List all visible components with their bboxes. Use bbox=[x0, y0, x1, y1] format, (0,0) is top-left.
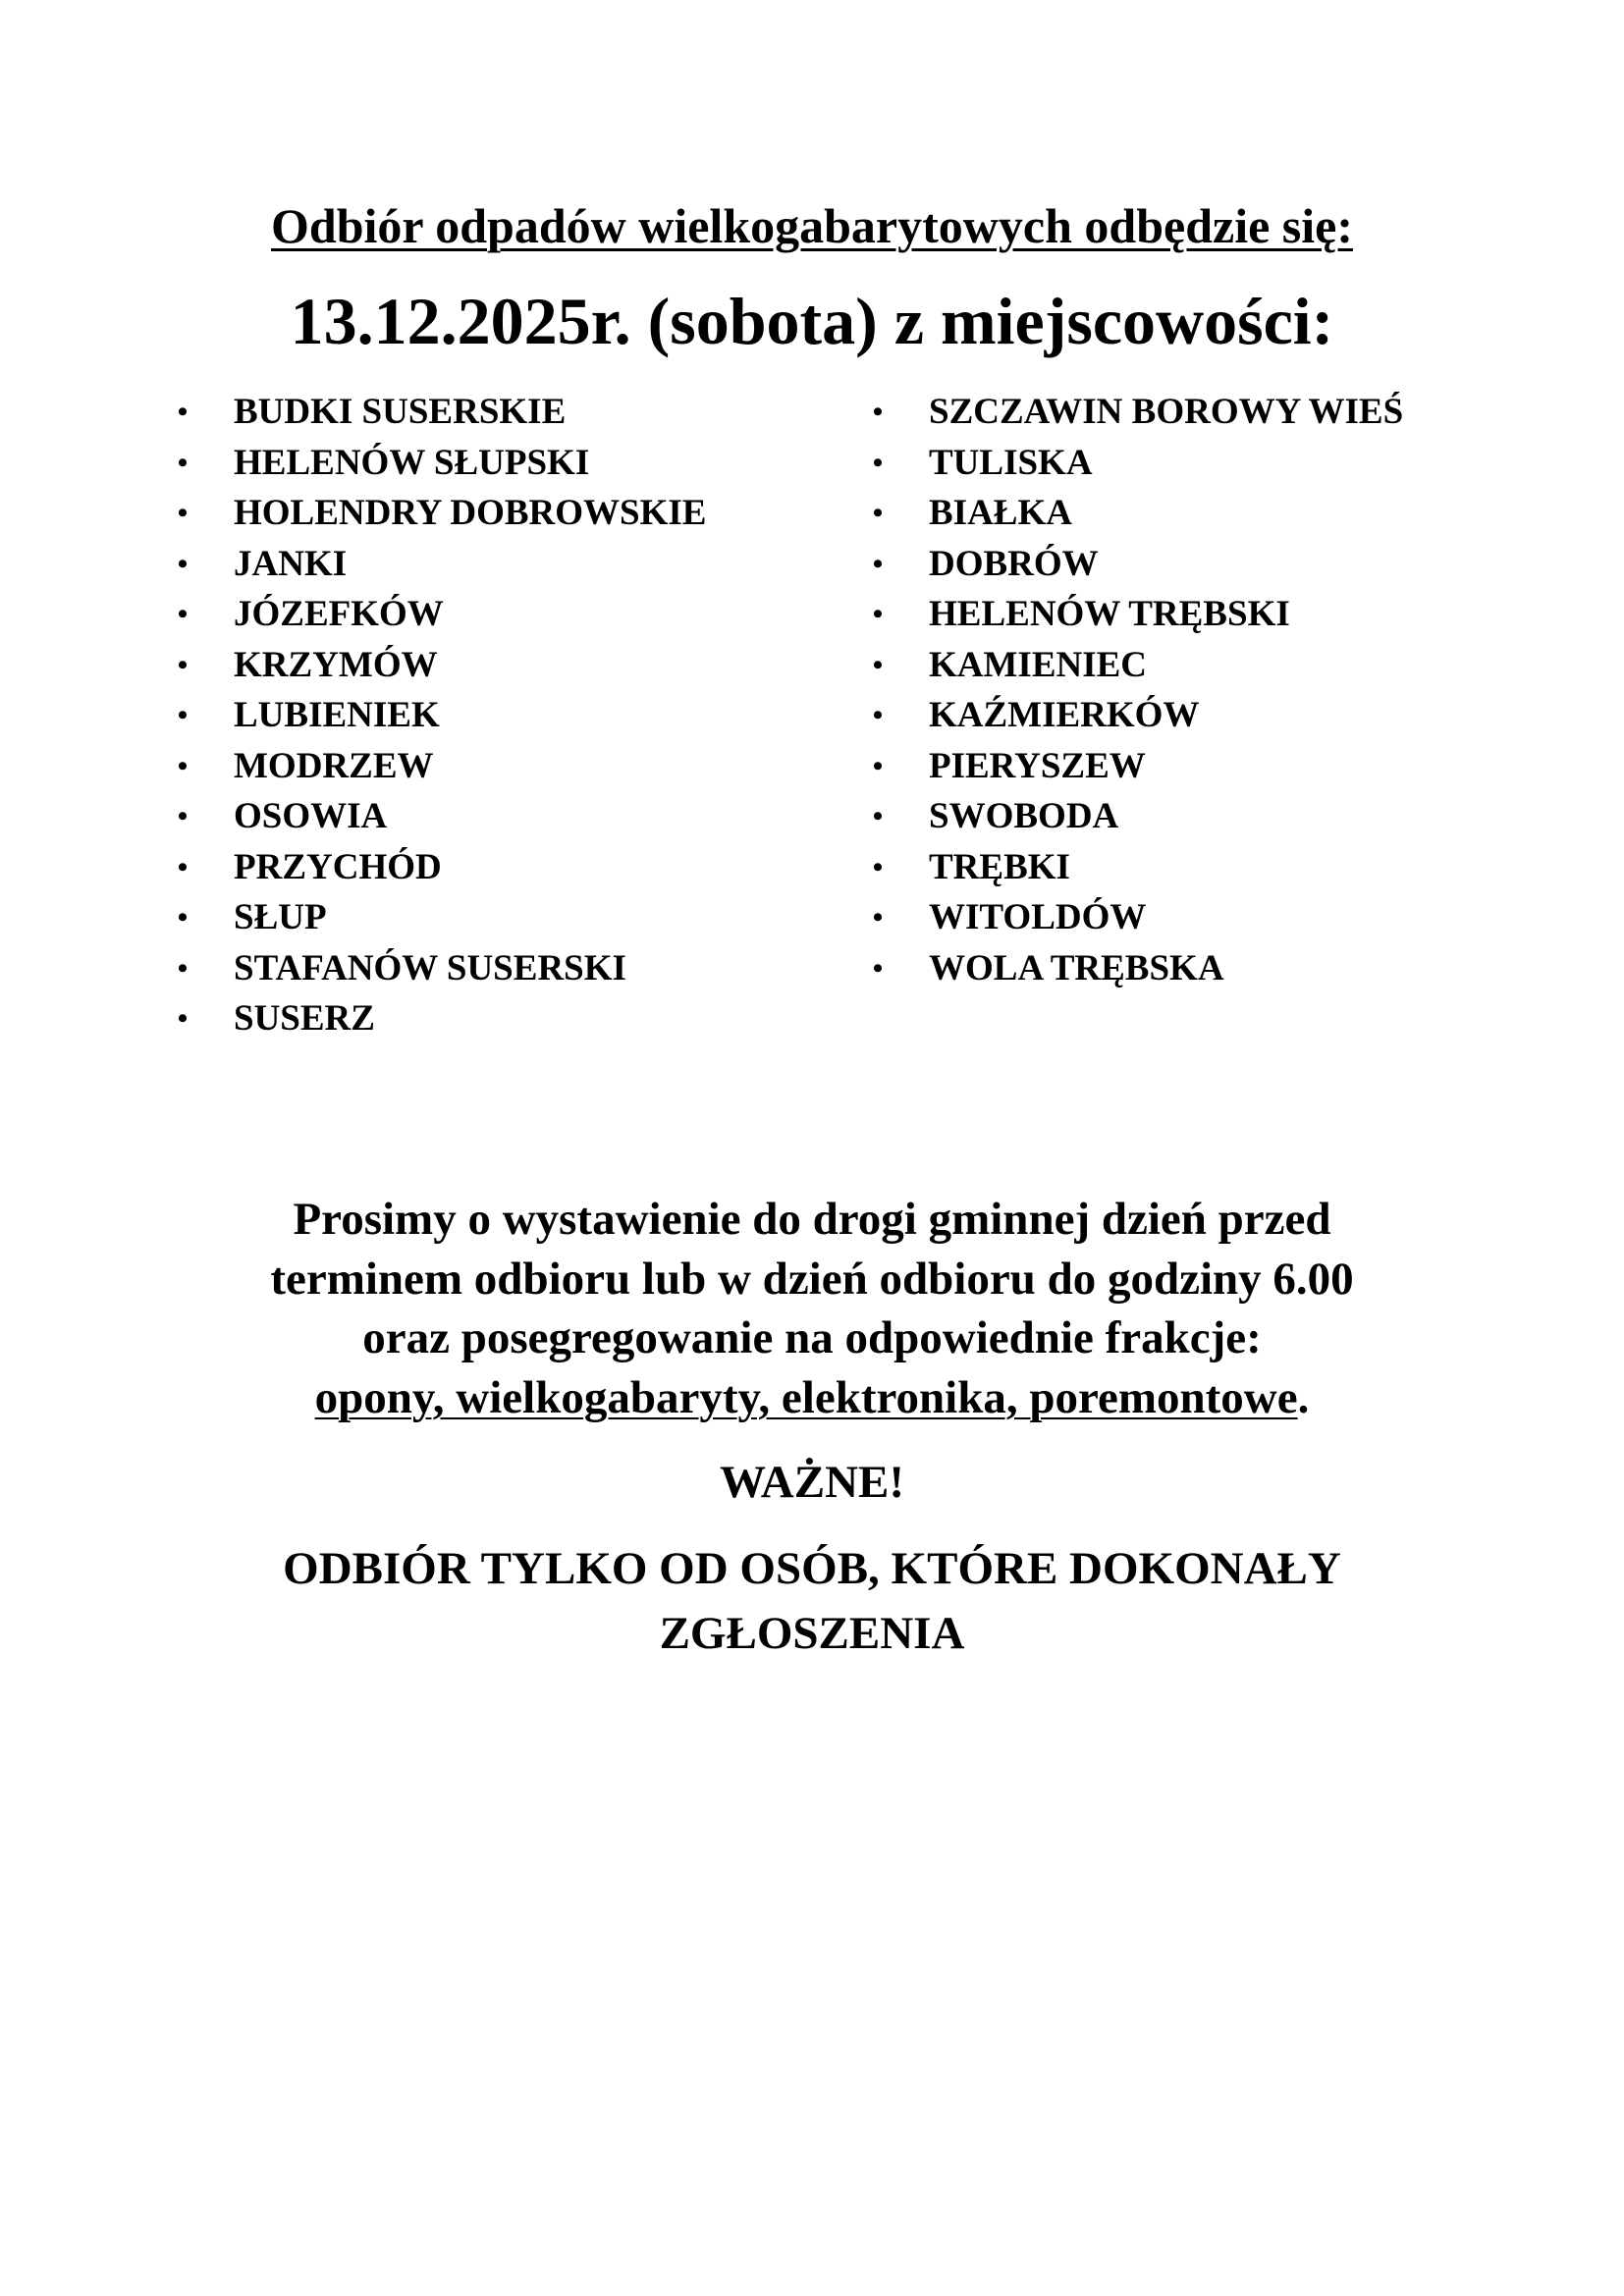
locality-item bbox=[868, 690, 1403, 741]
locality-item bbox=[868, 943, 1403, 994]
bullet-icon: • bbox=[872, 951, 884, 985]
bullet-icon: • bbox=[177, 1002, 189, 1035]
instructions-line: oraz posegregowanie na odpowiednie frakcje: bbox=[362, 1312, 1262, 1363]
locality-name: LUBIENIEK bbox=[234, 695, 440, 735]
locality-name: KAMIENIEC bbox=[929, 644, 1148, 685]
locality-item bbox=[173, 741, 707, 792]
locality-name: SUSERZ bbox=[234, 998, 375, 1039]
locality-name: HOLENDRY DOBROWSKIE bbox=[234, 493, 707, 533]
locality-name: KRZYMÓW bbox=[234, 644, 438, 685]
locality-item bbox=[868, 488, 1403, 539]
bullet-icon: • bbox=[177, 598, 189, 630]
bullet-icon: • bbox=[177, 396, 189, 428]
bullet-icon: • bbox=[177, 446, 189, 479]
bullet-icon: • bbox=[872, 497, 884, 529]
bullet-icon: • bbox=[177, 648, 189, 681]
locality-item bbox=[173, 438, 707, 489]
locality-name: SZCZAWIN BOROWY WIEŚ bbox=[929, 392, 1404, 432]
locality-item bbox=[868, 892, 1403, 943]
locality-name: PRZYCHÓD bbox=[234, 846, 442, 887]
bullet-icon: • bbox=[872, 901, 884, 934]
locality-name: JANKI bbox=[234, 543, 348, 584]
instructions-line: terminem odbioru lub w dzień odbioru do godziny 6.00 bbox=[270, 1253, 1354, 1305]
locality-name: TRĘBKI bbox=[929, 846, 1070, 887]
locality-name: KAŹMIERKÓW bbox=[929, 695, 1200, 735]
bullet-icon: • bbox=[872, 598, 884, 630]
bullet-icon: • bbox=[872, 850, 884, 883]
final-notice bbox=[0, 1536, 1624, 1666]
bullet-icon: • bbox=[872, 648, 884, 681]
localities-list-right bbox=[868, 387, 1403, 993]
locality-item bbox=[173, 640, 707, 691]
locality-name: HELENÓW SŁUPSKI bbox=[234, 442, 590, 483]
final-notice-line: ZGŁOSZENIA bbox=[659, 1608, 965, 1659]
locality-item bbox=[868, 791, 1403, 842]
bullet-icon: • bbox=[872, 547, 884, 580]
instructions-line: Prosimy o wystawienie do drogi gminnej dzień przed bbox=[293, 1194, 1331, 1245]
locality-item bbox=[868, 842, 1403, 893]
locality-name: MODRZEW bbox=[234, 745, 434, 786]
page-title: Odbiór odpadów wielkogabarytowych odbędzie się: bbox=[271, 198, 1353, 253]
bullet-icon: • bbox=[872, 749, 884, 782]
locality-name: DOBRÓW bbox=[929, 543, 1099, 584]
important-label: WAŻNE! bbox=[719, 1457, 905, 1508]
instructions-paragraph bbox=[0, 1190, 1624, 1427]
locality-item bbox=[173, 943, 707, 994]
locality-item bbox=[173, 387, 707, 438]
locality-name: BUDKI SUSERSKIE bbox=[234, 392, 567, 432]
locality-name: SŁUP bbox=[234, 897, 327, 937]
date-heading: 13.12.2025r. (sobota) z miejscowości: bbox=[290, 284, 1334, 358]
locality-name: WITOLDÓW bbox=[929, 897, 1147, 937]
final-notice-line: ODBIÓR TYLKO OD OSÓB, KTÓRE DOKONAŁY bbox=[283, 1543, 1341, 1594]
locality-item bbox=[868, 741, 1403, 792]
localities-list-left bbox=[173, 387, 707, 1044]
locality-name: SWOBODA bbox=[929, 796, 1119, 836]
locality-item bbox=[868, 640, 1403, 691]
bullet-icon: • bbox=[177, 901, 189, 934]
locality-name: STAFANÓW SUSERSKI bbox=[234, 947, 626, 988]
locality-item bbox=[868, 387, 1403, 438]
locality-item bbox=[173, 993, 707, 1044]
locality-item bbox=[868, 438, 1403, 489]
bullet-icon: • bbox=[872, 446, 884, 479]
bullet-icon: • bbox=[177, 951, 189, 985]
locality-item bbox=[868, 539, 1403, 590]
locality-item bbox=[868, 589, 1403, 640]
locality-item bbox=[173, 892, 707, 943]
locality-name: PIERYSZEW bbox=[929, 745, 1146, 786]
bullet-icon: • bbox=[177, 497, 189, 529]
waste-fractions: opony, wielkogabaryty, elektronika, poremontowe bbox=[314, 1371, 1298, 1423]
fractions-period: . bbox=[1297, 1371, 1310, 1423]
bullet-icon: • bbox=[177, 850, 189, 883]
locality-item bbox=[173, 488, 707, 539]
locality-name: BIAŁKA bbox=[929, 493, 1072, 533]
bullet-icon: • bbox=[177, 749, 189, 782]
locality-item bbox=[173, 539, 707, 590]
locality-item bbox=[173, 589, 707, 640]
bullet-icon: • bbox=[872, 800, 884, 832]
bullet-icon: • bbox=[177, 699, 189, 731]
locality-name: JÓZEFKÓW bbox=[234, 594, 444, 634]
locality-name: TULISKA bbox=[929, 442, 1093, 483]
locality-name: WOLA TRĘBSKA bbox=[929, 947, 1224, 988]
bullet-icon: • bbox=[177, 800, 189, 832]
bullet-icon: • bbox=[872, 396, 884, 428]
locality-item bbox=[173, 791, 707, 842]
bullet-icon: • bbox=[177, 547, 189, 580]
locality-name: OSOWIA bbox=[234, 796, 388, 836]
locality-name: HELENÓW TRĘBSKI bbox=[929, 594, 1290, 634]
locality-item bbox=[173, 842, 707, 893]
bullet-icon: • bbox=[872, 699, 884, 731]
locality-item bbox=[173, 690, 707, 741]
